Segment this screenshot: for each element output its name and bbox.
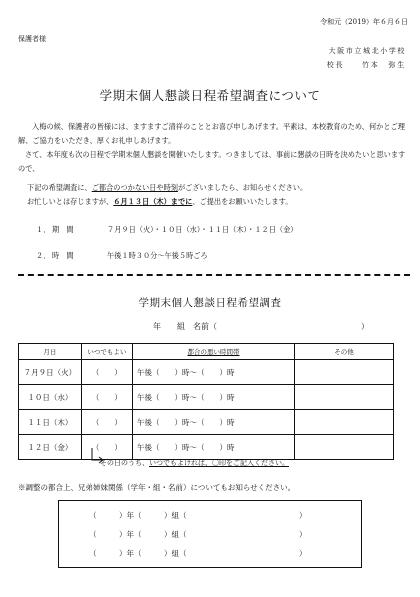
header-date: 月日: [19, 344, 82, 360]
paragraph-deadline: [27, 195, 419, 209]
item-value-time: 午後１時３０分～午後５時ごろ: [107, 251, 208, 260]
deadline-text-a: お忙しいとは存じますが、: [27, 197, 114, 206]
anytime-field[interactable]: （ ）: [81, 360, 132, 385]
item-number: １．: [36, 225, 51, 234]
item-value-period: ７月９日（火）・１０日（水）・１１日（木）・１２日（金）: [107, 225, 298, 234]
paragraph-announcement: さて、本年度も次の日程で学期末個人懇談を開催いたします。つきましては、事前に懇談の日時を決めたいと思いますので、: [18, 150, 406, 173]
table-row: [19, 385, 394, 410]
anytime-note-a: その日のうち、: [100, 459, 149, 467]
deadline-text-c: 、ご提出をお願いいたします。: [192, 197, 293, 206]
other-field[interactable]: [294, 410, 393, 435]
row-date: １０日（水）: [19, 385, 82, 410]
anytime-field[interactable]: （ ）: [81, 410, 132, 435]
paragraph-request: [27, 181, 419, 195]
anytime-note: [100, 458, 289, 468]
schedule-table: [18, 343, 394, 460]
letter-title: 学期末個人懇談日程希望調査について: [99, 88, 321, 103]
header-bad-time: [133, 344, 295, 360]
bad-time-field[interactable]: 午後（ ）時～（ ）時: [133, 410, 295, 435]
bad-time-field[interactable]: 午後（ ）時～（ ）時: [133, 360, 295, 385]
cut-line-divider: [18, 274, 410, 276]
other-field[interactable]: [294, 435, 393, 460]
row-date: １２日（金）: [19, 435, 82, 460]
principal-name: 校長 竹本 弥生: [326, 61, 406, 69]
request-text-a: 下記の希望調査に、: [27, 183, 92, 192]
sibling-line[interactable]: （ ）年（ ）組（ ）: [89, 530, 307, 539]
table-header-row: [19, 344, 394, 360]
table-row: [19, 435, 394, 460]
header-bad-time-label: 都合の悪い時間帯: [187, 348, 240, 356]
deadline-date: ６月１３日（木）までに: [113, 197, 193, 206]
request-text-emph: ご都合のつかない日や時刻: [91, 183, 178, 192]
bad-time-field[interactable]: 午後（ ）時～（ ）時: [133, 385, 295, 410]
form-title: 学期末個人懇談日程希望調査: [138, 297, 282, 309]
paragraph-greeting: 入梅の候、保護者の皆様には、ますますご清祥のこととお喜び申しあげます。平素は、本校教育のため、何かとご理解、ご協力をいただき、厚くお礼申しあげます。: [18, 122, 405, 145]
bad-time-field[interactable]: 午後（ ）時～（ ）時: [133, 435, 295, 460]
anytime-field[interactable]: （ ）: [81, 385, 132, 410]
addressee: 保護者様: [18, 35, 46, 43]
row-date: １１日（木）: [19, 410, 82, 435]
sibling-note: ※調整の都合上、兄弟姉妹関係（学年・組・名前）についてもお知らせください。: [18, 483, 296, 492]
item-label-period: 期 間: [52, 225, 74, 234]
letter-date: 令和元（2019）年６月６日: [320, 18, 408, 26]
row-date: ７月９日（火）: [19, 360, 82, 385]
table-row: [19, 360, 394, 385]
header-anytime: いつでもよい: [81, 344, 132, 360]
item-label-time: 時 間: [52, 251, 74, 260]
item-number: ２．: [36, 251, 51, 260]
other-field[interactable]: [294, 360, 393, 385]
anytime-field[interactable]: （ ）: [81, 435, 132, 460]
request-text-c: がございましたら、お知らせください。: [177, 183, 308, 192]
name-field[interactable]: 年 組 名前（ ）: [153, 322, 369, 331]
sibling-box: [58, 500, 362, 568]
sibling-line[interactable]: （ ）年（ ）組（ ）: [89, 511, 307, 520]
sibling-line[interactable]: （ ）年（ ）組（ ）: [89, 549, 307, 558]
anytime-note-b: いつでもよければ、〇印をご記入ください。: [149, 459, 289, 467]
other-field[interactable]: [294, 385, 393, 410]
school-name: 大阪市立城北小学校: [328, 47, 406, 55]
table-row: [19, 410, 394, 435]
header-other: その他: [294, 344, 393, 360]
